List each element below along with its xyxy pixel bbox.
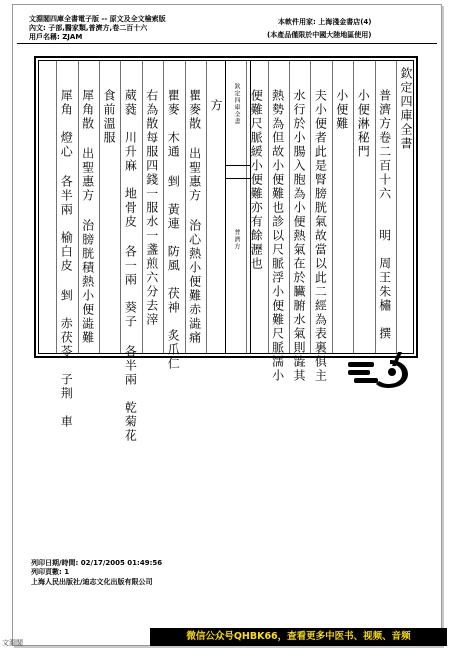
column-rule: [332, 61, 333, 353]
footer-print-time: 列印日期/時間: 02/17/2005 01:49:56: [31, 559, 163, 567]
text-column-2: 普濟方卷二百十六 明 周王朱橚 撰: [377, 89, 392, 341]
column-rule: [78, 61, 79, 353]
fold-chapter-title: 普濟方: [233, 229, 240, 250]
wechat-promo-banner[interactable]: 微信公众号QHBK66，查看更多中医书、视频、音频: [150, 628, 447, 646]
header-user-name: 用戶名稱: ZJAM: [29, 33, 83, 41]
header-product-title: 文淵閣四庫全書電子版 -- 原文及全文檢索版: [29, 15, 166, 23]
text-column-10: 瞿麥散 出聖惠方 治心熱小便難赤澁痛: [187, 89, 202, 345]
printed-sheet: [12, 4, 442, 646]
text-column-4: 小便難: [334, 89, 349, 131]
header-rule: [17, 43, 437, 44]
text-column-9: 方: [209, 99, 223, 113]
text-column-12: 右為散每服四錢一服水一盞煎六分去滓: [144, 89, 159, 327]
text-column-16: 犀角 燈心 各半兩 榆白皮 剉 赤茯苓 子荆 車: [59, 89, 74, 429]
column-rule: [142, 61, 143, 353]
header-licensee: 本軟件用家: 上海淺金書店(4): [278, 18, 372, 26]
text-column-1: 欽定四庫全書: [399, 67, 413, 151]
column-rule: [120, 61, 121, 353]
text-column-15: 犀角散 出聖惠方 治膀胱積熱小便澁難: [80, 89, 95, 345]
column-rule: [185, 61, 186, 353]
column-rule: [99, 61, 100, 353]
book-page-frame: [34, 56, 418, 443]
text-column-6: 水行於小腸入胞為小便熱氣在於臟腑水氣則澁其: [292, 89, 306, 383]
text-column-7: 熱勢為但故小便難也診以尺脈浮小便難尺脈濡小: [270, 89, 285, 383]
column-rule: [353, 61, 354, 353]
column-rule: [56, 61, 57, 353]
column-rule: [310, 61, 311, 353]
fold-book-title: 欽定四庫全書: [233, 83, 240, 125]
column-rule: [396, 61, 397, 353]
text-column-14: 食前溫服: [102, 89, 116, 145]
footer-publisher: 上海人民出版社/迪志文化出版有限公司: [31, 578, 153, 586]
column-rule: [163, 61, 164, 353]
column-rule: [268, 61, 269, 353]
header-region-notice: (本產品僅限於中國大陸地區使用): [267, 31, 372, 39]
footer-print-pages: 列印頁數: 1: [31, 568, 70, 576]
column-rule: [206, 61, 207, 353]
column-rule: [246, 61, 247, 353]
text-column-3: 小便淋秘門: [356, 89, 371, 159]
column-rule: [375, 61, 376, 353]
text-column-8: 便難尺脈緩小便難亦有餘瀝也: [249, 89, 264, 271]
header-content-path: 內文: 子部,醫家類,普濟方,卷二百十六: [29, 24, 148, 32]
next-page-edge-text: 文淵閣: [2, 639, 23, 647]
column-rule: [289, 61, 290, 353]
text-column-5: 夫小便者此是腎膀胱氣故當以此二經為表裏俱主: [313, 89, 328, 383]
text-column-13: 葳蕤 川升麻 地骨皮 各一兩 葵子 各半兩 乾菊花: [123, 89, 138, 443]
publisher-logo: [346, 348, 418, 394]
book-page-inner-frame: [38, 60, 414, 443]
text-column-11: 瞿麥 木通 剉 黃連 防風 茯神 炙爪仁: [166, 89, 181, 371]
